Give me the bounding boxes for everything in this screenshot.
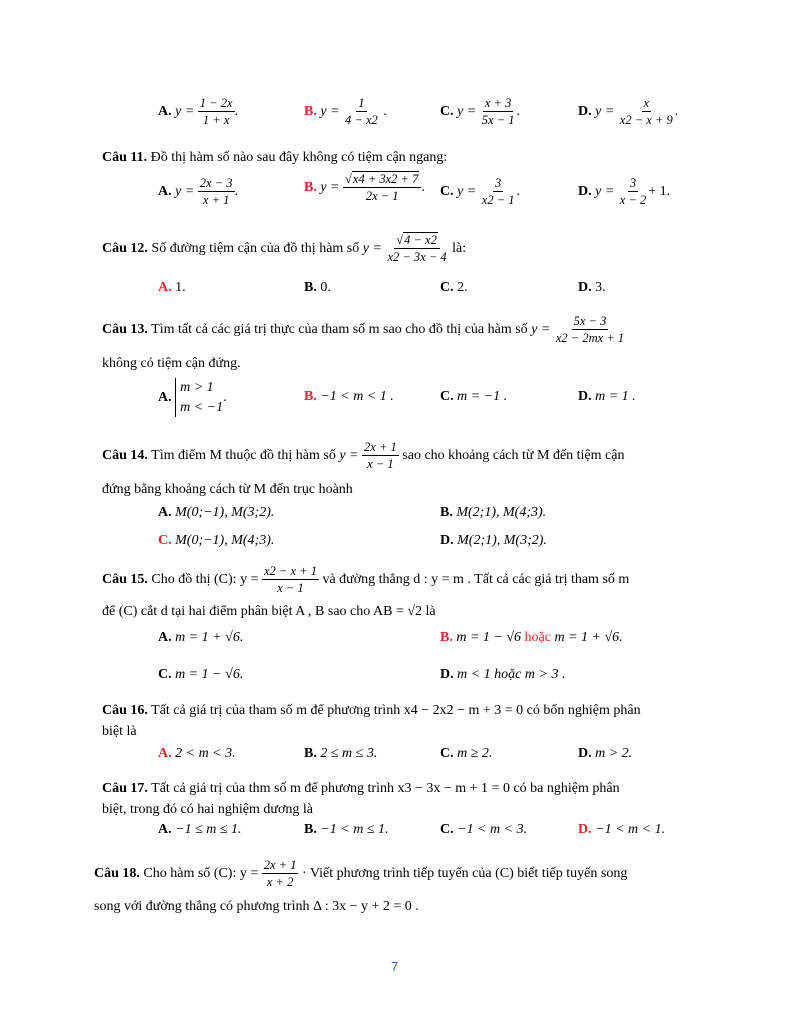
question-13 <box>102 314 626 346</box>
fraction <box>262 858 299 890</box>
end: . <box>421 180 425 196</box>
fraction <box>618 176 648 208</box>
page-number: 7 <box>391 959 399 974</box>
q14-option-d <box>440 533 547 549</box>
option-label: D. <box>578 104 592 120</box>
option-label: A. <box>158 104 172 120</box>
fraction <box>554 314 626 346</box>
question-text: không có tiệm cận đứng. <box>102 356 241 371</box>
option-label: A. <box>158 184 172 200</box>
bracket-system <box>175 378 223 417</box>
question-text: Đồ thị hàm số nào sau đây không có tiệm cận ngang: <box>150 150 448 165</box>
option-value: −1 ≤ m ≤ 1. <box>175 822 242 837</box>
question-label: Câu 18. <box>94 866 140 882</box>
fraction <box>262 564 319 596</box>
numerator: 5x − 3 <box>572 314 609 330</box>
question-label: Câu 13. <box>102 322 148 338</box>
denominator: x + 1 <box>202 193 230 208</box>
q17-option-d <box>578 822 665 838</box>
q14-option-c <box>158 533 274 549</box>
radicand: x4 + 3x2 + 7 <box>352 172 419 186</box>
question-14-cont <box>102 482 353 498</box>
q10-option-b <box>304 96 387 128</box>
denominator: x2 − 2mx + 1 <box>555 331 625 346</box>
q12-option-b <box>304 280 331 296</box>
option-label: B. <box>304 280 317 295</box>
numerator: 3 <box>628 176 638 192</box>
option-value: M(2;1), M(4;3). <box>456 505 547 520</box>
option-value: 2 ≤ m ≤ 3. <box>320 746 378 761</box>
radicand: 4 − x2 <box>404 233 437 247</box>
option-label: D. <box>578 280 592 295</box>
end: . <box>516 184 521 200</box>
question-label: Câu 12. <box>102 241 148 257</box>
q11-option-c <box>440 176 520 208</box>
option-label: A. <box>158 389 172 405</box>
option-label: B. <box>304 104 317 120</box>
option-label: D. <box>578 389 592 404</box>
q13-option-c <box>440 389 507 405</box>
question-text: Tìm tất cả các giá trị thực của tham số m sao cho đồ thị của hàm số <box>151 322 528 338</box>
numerator: 2x + 1 <box>262 858 299 874</box>
option-value: 2 < m < 3. <box>175 746 236 761</box>
fraction <box>343 172 421 204</box>
q13-option-b <box>304 389 394 405</box>
option-value: −1 < m ≤ 1. <box>320 822 389 837</box>
question-13-cont <box>102 356 241 372</box>
or-word: hoặc <box>524 630 551 645</box>
denominator: x − 2 <box>619 193 647 208</box>
expr: y = <box>175 184 195 200</box>
expr: y = <box>362 241 382 257</box>
option-label: B. <box>304 389 317 404</box>
question-label: Câu 11. <box>102 150 148 165</box>
denominator: 1 + x <box>202 113 230 128</box>
question-text: Tìm điểm M thuộc đồ thị hàm số <box>151 448 336 464</box>
option-label: C. <box>440 822 454 837</box>
q14-option-a <box>158 505 274 521</box>
expr: y = <box>457 104 477 120</box>
expr: y = <box>595 104 615 120</box>
option-value: m ≥ 2. <box>457 746 493 761</box>
option-label: B. <box>304 180 317 196</box>
question-tail: sao cho khoảng cách từ M đến tiệm cận <box>402 448 625 464</box>
q10-option-a <box>158 96 238 128</box>
fraction <box>343 96 380 128</box>
option-value: M(0;−1), M(4;3). <box>175 533 275 548</box>
condition-2: m < −1 <box>180 399 224 415</box>
numerator: 3 <box>493 176 503 192</box>
q13-option-d <box>578 389 636 405</box>
question-14 <box>102 440 624 472</box>
question-15 <box>102 564 629 596</box>
q10-option-c <box>440 96 520 128</box>
expr: y = <box>339 448 359 464</box>
q15-option-c <box>158 667 243 683</box>
denominator: x + 2 <box>266 875 294 890</box>
numerator: x + 3 <box>483 96 513 112</box>
option-value: M(0;−1), M(3;2). <box>175 505 275 520</box>
option-label: C. <box>158 667 172 682</box>
numerator: x2 − x + 1 <box>262 564 319 580</box>
option-label: A. <box>158 280 172 295</box>
end: . <box>383 104 387 120</box>
numerator: 1 − 2x <box>198 96 235 112</box>
q16-option-a <box>158 746 236 762</box>
end: . <box>234 104 239 120</box>
option-label: D. <box>578 822 592 837</box>
option-value: m = 1 − √6 <box>456 630 522 645</box>
option-label: D. <box>578 746 592 761</box>
question-17-cont <box>102 802 313 818</box>
q16-option-d <box>578 746 632 762</box>
fraction <box>480 96 517 128</box>
denominator: x − 1 <box>277 581 304 596</box>
fraction <box>480 176 517 208</box>
option-value: −1 < m < 1 . <box>320 389 394 404</box>
q17-option-c <box>440 822 527 838</box>
option-label: B. <box>440 630 453 645</box>
fraction <box>362 440 399 472</box>
q15-option-d <box>440 667 565 683</box>
denominator: 5x − 1 <box>481 113 515 128</box>
question-text: đứng bằng khoảng cách từ M đến trục hoành <box>102 482 353 497</box>
question-16 <box>102 703 641 719</box>
option-value: −1 < m < 3. <box>457 822 528 837</box>
question-text: song với đường thẳng có phương trình Δ : 3x − y + 2 = 0 . <box>94 899 419 914</box>
q13-option-a <box>158 378 227 417</box>
question-text: biệt, trong đó có hai nghiệm dương là <box>102 802 313 817</box>
question-15-cont <box>102 604 436 620</box>
denominator: 2x − 1 <box>365 189 399 204</box>
question-label: Câu 15. <box>102 572 148 588</box>
question-text: Cho đồ thị (C): y = <box>151 572 259 588</box>
numerator: √4 − x2 <box>394 233 440 249</box>
option-label: B. <box>304 746 317 761</box>
option-label: C. <box>440 389 454 404</box>
question-16-cont <box>102 724 137 740</box>
option-label: D. <box>578 184 592 200</box>
option-value: 1. <box>175 280 186 295</box>
fraction <box>618 96 675 128</box>
fraction <box>385 233 448 265</box>
end: . <box>223 389 227 405</box>
q17-option-b <box>304 822 389 838</box>
option-value: 3. <box>595 280 606 295</box>
question-text: Tất cả giá trị của tham số m để phương trình x4 − 2x2 − m + 3 = 0 có bốn nghiệm phân <box>151 703 641 718</box>
condition-1: m > 1 <box>180 380 214 395</box>
numerator: 2x − 3 <box>198 176 235 192</box>
option-value: M(2;1), M(3;2). <box>457 533 547 548</box>
q11-option-a <box>158 176 238 208</box>
q12-option-c <box>440 280 468 296</box>
question-text: biệt là <box>102 724 137 739</box>
expr: y = <box>457 184 477 200</box>
option-value: m = 1 + √6. <box>175 630 244 645</box>
option-label: A. <box>158 746 172 761</box>
option-value: −1 < m < 1. <box>595 822 666 837</box>
expr: y = <box>320 180 340 196</box>
option-label: B. <box>440 505 453 520</box>
q16-option-b <box>304 746 377 762</box>
numerator: 1 <box>356 96 366 112</box>
option-label: D. <box>440 533 454 548</box>
expr: y = <box>531 322 551 338</box>
option-value: 2. <box>457 280 468 295</box>
end: + 1. <box>648 184 671 200</box>
denominator: x2 − x + 9 <box>619 113 673 128</box>
option-value: m > 2. <box>595 746 633 761</box>
question-text: Tất cả giá trị của thm số m để phương trình x3 − 3x − m + 1 = 0 có ba nghiệm phân <box>151 781 620 796</box>
q12-option-d <box>578 280 606 296</box>
option-label: C. <box>440 280 454 295</box>
q15-option-a <box>158 630 243 646</box>
option-label: C. <box>158 533 172 548</box>
denominator: x2 − 1 <box>481 193 515 208</box>
end: . <box>234 184 239 200</box>
numerator: √x4 + 3x2 + 7 <box>343 172 421 188</box>
question-tail: · Viết phương trình tiếp tuyến của (C) biết tiếp tuyến song <box>301 866 628 882</box>
option-value: m = 1 . <box>595 389 636 404</box>
option-label: A. <box>158 822 172 837</box>
q15-option-b <box>440 630 623 646</box>
expr: y = <box>175 104 195 120</box>
question-label: Câu 16. <box>102 703 148 718</box>
question-label: Câu 14. <box>102 448 148 464</box>
numerator: x <box>642 96 652 112</box>
fraction <box>198 96 235 128</box>
q12-option-a <box>158 280 186 296</box>
question-11 <box>102 150 447 166</box>
fraction <box>198 176 235 208</box>
q10-option-d <box>578 96 678 128</box>
denominator: x2 − 3x − 4 <box>387 250 447 265</box>
numerator: 2x + 1 <box>362 440 399 456</box>
option-label: B. <box>304 822 317 837</box>
q16-option-c <box>440 746 492 762</box>
question-text: Cho hàm số (C): y = <box>143 866 259 882</box>
expr: y = <box>595 184 615 200</box>
question-tail: và đường thẳng d : y = m . Tất cả các giá trị tham số m <box>322 572 630 588</box>
option-value: 0. <box>320 280 331 295</box>
end: . <box>516 104 521 120</box>
option-value: m = 1 + √6. <box>554 630 623 645</box>
denominator: x − 1 <box>367 457 394 472</box>
option-label: A. <box>158 630 172 645</box>
q17-option-a <box>158 822 242 838</box>
question-label: Câu 17. <box>102 781 148 796</box>
option-value: m < 1 hoặc m > 3 . <box>457 667 566 682</box>
question-tail: là: <box>452 241 467 257</box>
q11-option-d <box>578 176 670 208</box>
option-value: m = 1 − √6. <box>175 667 244 682</box>
question-18-cont <box>94 899 419 915</box>
option-label: A. <box>158 505 172 520</box>
question-text: Số đường tiệm cận của đồ thị hàm số <box>151 241 360 257</box>
option-value: m = −1 . <box>457 389 508 404</box>
option-label: C. <box>440 104 454 120</box>
denominator: 4 − x2 <box>345 113 378 128</box>
question-18 <box>94 858 627 890</box>
question-12 <box>102 233 466 265</box>
question-17 <box>102 781 620 797</box>
question-text: để (C) cắt d tại hai điểm phân biệt A , B sao cho AB = √2 là <box>102 604 436 619</box>
expr: y = <box>320 104 340 120</box>
option-label: D. <box>440 667 454 682</box>
option-label: C. <box>440 184 454 200</box>
q11-option-b <box>304 172 425 204</box>
option-label: C. <box>440 746 454 761</box>
end: . <box>674 104 679 120</box>
q14-option-b <box>440 505 546 521</box>
